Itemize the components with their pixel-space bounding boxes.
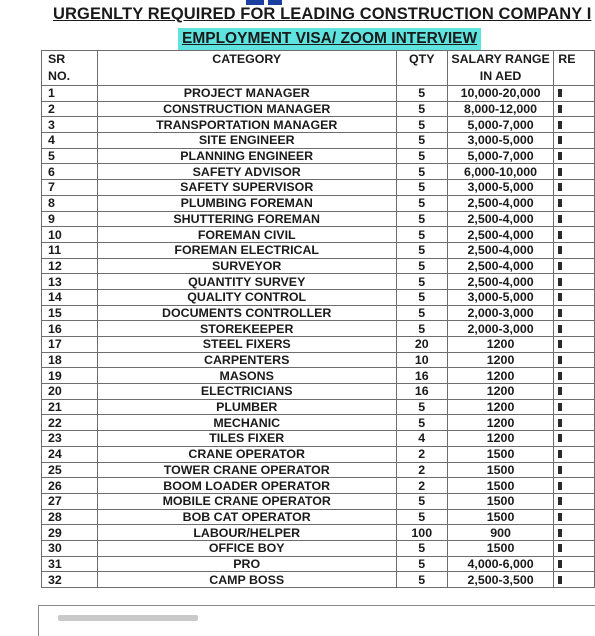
cell-qty: 5 xyxy=(396,227,447,243)
cell-sr-no: 11 xyxy=(42,242,98,258)
table-body xyxy=(42,86,595,588)
remarks-cutoff-mark xyxy=(558,576,562,584)
cell-category: TILES FIXER xyxy=(97,431,396,447)
cell-category: DOCUMENTS CONTROLLER xyxy=(97,305,396,321)
cell-sr-no: 22 xyxy=(42,415,98,431)
table-row xyxy=(42,133,595,149)
cell-sr-no: 25 xyxy=(42,462,98,478)
cell-category: BOOM LOADER OPERATOR xyxy=(97,478,396,494)
cell-category: LABOUR/HELPER xyxy=(97,525,396,541)
remarks-cutoff-mark xyxy=(558,309,562,317)
cell-salary: 2,000-3,000 xyxy=(447,305,553,321)
remarks-cutoff-mark xyxy=(558,450,562,458)
cell-sr-no: 24 xyxy=(42,446,98,462)
cell-category: ELECTRICIANS xyxy=(97,384,396,400)
cell-salary: 1500 xyxy=(447,540,553,556)
cell-remarks xyxy=(554,305,595,321)
cell-category: FOREMAN ELECTRICAL xyxy=(97,242,396,258)
cell-remarks xyxy=(554,368,595,384)
cell-qty: 5 xyxy=(396,415,447,431)
vacancy-table xyxy=(41,50,595,588)
cell-salary: 1200 xyxy=(447,399,553,415)
cell-qty: 4 xyxy=(396,431,447,447)
cell-remarks xyxy=(554,540,595,556)
cell-qty: 16 xyxy=(396,384,447,400)
cell-category: SAFETY ADVISOR xyxy=(97,164,396,180)
cell-remarks xyxy=(554,258,595,274)
cell-remarks xyxy=(554,289,595,305)
cell-category: CARPENTERS xyxy=(97,352,396,368)
remarks-cutoff-mark xyxy=(558,231,562,239)
table-row xyxy=(42,556,595,572)
cell-remarks xyxy=(554,415,595,431)
table-row xyxy=(42,368,595,384)
cell-remarks xyxy=(554,462,595,478)
cell-category: OFFICE BOY xyxy=(97,540,396,556)
remarks-cutoff-mark xyxy=(558,278,562,286)
cell-category: PLUMBER xyxy=(97,399,396,415)
cell-remarks xyxy=(554,195,595,211)
cell-sr-no: 29 xyxy=(42,525,98,541)
cell-category: BOB CAT OPERATOR xyxy=(97,509,396,525)
cell-qty: 5 xyxy=(396,493,447,509)
cell-salary: 1500 xyxy=(447,493,553,509)
header-salary-line1: SALARY RANGE xyxy=(451,52,550,66)
cell-remarks xyxy=(554,242,595,258)
table-row xyxy=(42,399,595,415)
cell-category: PLUMBING FOREMAN xyxy=(97,195,396,211)
cell-sr-no: 13 xyxy=(42,274,98,290)
table-row xyxy=(42,195,595,211)
cell-salary: 2,500-4,000 xyxy=(447,242,553,258)
table-row xyxy=(42,321,595,337)
cell-qty: 5 xyxy=(396,289,447,305)
cell-category: QUANTITY SURVEY xyxy=(97,274,396,290)
cell-salary: 4,000-6,000 xyxy=(447,556,553,572)
remarks-cutoff-mark xyxy=(558,136,562,144)
cell-qty: 5 xyxy=(396,305,447,321)
cell-salary: 2,500-4,000 xyxy=(447,227,553,243)
cell-sr-no: 32 xyxy=(42,572,98,588)
cell-remarks xyxy=(554,352,595,368)
cell-salary: 1200 xyxy=(447,337,553,353)
remarks-cutoff-mark xyxy=(558,121,562,129)
cell-sr-no: 3 xyxy=(42,117,98,133)
cell-category: SURVEYOR xyxy=(97,258,396,274)
cell-sr-no: 26 xyxy=(42,478,98,494)
cell-salary: 1500 xyxy=(447,446,553,462)
header-remarks: RE xyxy=(554,51,595,86)
cell-qty: 5 xyxy=(396,195,447,211)
table-row xyxy=(42,305,595,321)
remarks-cutoff-mark xyxy=(558,466,562,474)
cell-salary: 3,000-5,000 xyxy=(447,289,553,305)
cell-category: SAFETY SUPERVISOR xyxy=(97,180,396,196)
cell-category: QUALITY CONTROL xyxy=(97,289,396,305)
cell-remarks xyxy=(554,86,595,102)
cell-category: MASONS xyxy=(97,368,396,384)
cell-salary: 1500 xyxy=(447,509,553,525)
cell-qty: 5 xyxy=(396,509,447,525)
remarks-cutoff-mark xyxy=(558,356,562,364)
cell-sr-no: 27 xyxy=(42,493,98,509)
cell-qty: 5 xyxy=(396,274,447,290)
footer-blurred-text xyxy=(58,615,198,621)
cell-category: CONSTRUCTION MANAGER xyxy=(97,101,396,117)
cell-category: PLANNING ENGINEER xyxy=(97,148,396,164)
cell-qty: 5 xyxy=(396,180,447,196)
table-row xyxy=(42,540,595,556)
remarks-cutoff-mark xyxy=(558,497,562,505)
cell-category: MOBILE CRANE OPERATOR xyxy=(97,493,396,509)
table-row xyxy=(42,415,595,431)
table-row xyxy=(42,572,595,588)
cell-qty: 5 xyxy=(396,556,447,572)
cell-sr-no: 18 xyxy=(42,352,98,368)
cell-salary: 2,500-4,000 xyxy=(447,195,553,211)
header-qty: QTY xyxy=(396,51,447,86)
cell-qty: 2 xyxy=(396,478,447,494)
table-row xyxy=(42,164,595,180)
cell-category: MECHANIC xyxy=(97,415,396,431)
cell-qty: 2 xyxy=(396,446,447,462)
cell-sr-no: 1 xyxy=(42,86,98,102)
cell-remarks xyxy=(554,478,595,494)
remarks-cutoff-mark xyxy=(558,434,562,442)
table-row xyxy=(42,86,595,102)
cell-qty: 100 xyxy=(396,525,447,541)
cell-category: SITE ENGINEER xyxy=(97,133,396,149)
cell-remarks xyxy=(554,399,595,415)
cell-remarks xyxy=(554,572,595,588)
table-row xyxy=(42,352,595,368)
table-row xyxy=(42,274,595,290)
remarks-cutoff-mark xyxy=(558,325,562,333)
cell-remarks xyxy=(554,101,595,117)
cell-sr-no: 16 xyxy=(42,321,98,337)
cell-qty: 10 xyxy=(396,352,447,368)
table-row xyxy=(42,180,595,196)
cell-category: CRANE OPERATOR xyxy=(97,446,396,462)
cell-remarks xyxy=(554,227,595,243)
cell-remarks xyxy=(554,148,595,164)
cell-sr-no: 7 xyxy=(42,180,98,196)
cell-remarks xyxy=(554,384,595,400)
remarks-cutoff-mark xyxy=(558,387,562,395)
cell-remarks xyxy=(554,133,595,149)
remarks-cutoff-mark xyxy=(558,105,562,113)
cell-salary: 1200 xyxy=(447,384,553,400)
cell-salary: 5,000-7,000 xyxy=(447,148,553,164)
cell-category: PRO xyxy=(97,556,396,572)
cell-qty: 5 xyxy=(396,164,447,180)
cell-qty: 5 xyxy=(396,211,447,227)
cell-qty: 5 xyxy=(396,399,447,415)
table-row xyxy=(42,242,595,258)
table-row xyxy=(42,117,595,133)
remarks-cutoff-mark xyxy=(558,168,562,176)
remarks-cutoff-mark xyxy=(558,372,562,380)
table-row xyxy=(42,289,595,305)
cell-sr-no: 14 xyxy=(42,289,98,305)
document-subheading: EMPLOYMENT VISA/ ZOOM INTERVIEW xyxy=(178,28,481,50)
table-row xyxy=(42,478,595,494)
cell-remarks xyxy=(554,321,595,337)
cell-salary: 8,000-12,000 xyxy=(447,101,553,117)
cell-sr-no: 17 xyxy=(42,337,98,353)
cell-category: STEEL FIXERS xyxy=(97,337,396,353)
cell-qty: 5 xyxy=(396,148,447,164)
cell-sr-no: 31 xyxy=(42,556,98,572)
cell-remarks xyxy=(554,274,595,290)
remarks-cutoff-mark xyxy=(558,152,562,160)
cell-salary: 1200 xyxy=(447,352,553,368)
cell-remarks xyxy=(554,509,595,525)
header-sr-no xyxy=(42,51,98,86)
cell-salary: 1200 xyxy=(447,415,553,431)
remarks-cutoff-mark xyxy=(558,513,562,521)
cell-sr-no: 4 xyxy=(42,133,98,149)
remarks-cutoff-mark xyxy=(558,529,562,537)
cell-category: PROJECT MANAGER xyxy=(97,86,396,102)
cell-salary: 2,500-4,000 xyxy=(447,258,553,274)
cell-remarks xyxy=(554,556,595,572)
cell-salary: 3,000-5,000 xyxy=(447,133,553,149)
cell-remarks xyxy=(554,164,595,180)
cell-qty: 5 xyxy=(396,258,447,274)
cell-sr-no: 30 xyxy=(42,540,98,556)
cell-sr-no: 21 xyxy=(42,399,98,415)
cell-qty: 20 xyxy=(396,337,447,353)
cell-salary: 1500 xyxy=(447,478,553,494)
header-sr-line1: SR xyxy=(48,52,66,66)
remarks-cutoff-mark xyxy=(558,199,562,207)
cell-sr-no: 10 xyxy=(42,227,98,243)
cell-category: CAMP BOSS xyxy=(97,572,396,588)
cell-remarks xyxy=(554,117,595,133)
remarks-cutoff-mark xyxy=(558,89,562,97)
cell-sr-no: 8 xyxy=(42,195,98,211)
remarks-cutoff-mark xyxy=(558,262,562,270)
cell-category: FOREMAN CIVIL xyxy=(97,227,396,243)
cell-salary: 1200 xyxy=(447,431,553,447)
cell-salary: 2,500-4,000 xyxy=(447,274,553,290)
cell-sr-no: 28 xyxy=(42,509,98,525)
table-header-row xyxy=(42,51,595,86)
cell-category: STOREKEEPER xyxy=(97,321,396,337)
document-heading: URGENLTY REQUIRED FOR LEADING CONSTRUCTION COMPANY I xyxy=(53,5,592,23)
table-row xyxy=(42,446,595,462)
cell-category: SHUTTERING FOREMAN xyxy=(97,211,396,227)
cell-sr-no: 20 xyxy=(42,384,98,400)
cell-remarks xyxy=(554,525,595,541)
table-row xyxy=(42,337,595,353)
cell-salary: 1500 xyxy=(447,462,553,478)
cell-remarks xyxy=(554,446,595,462)
table-row xyxy=(42,148,595,164)
remarks-cutoff-mark xyxy=(558,544,562,552)
cell-salary: 2,000-3,000 xyxy=(447,321,553,337)
table-row xyxy=(42,431,595,447)
remarks-cutoff-mark xyxy=(558,183,562,191)
remarks-cutoff-mark xyxy=(558,482,562,490)
cell-qty: 5 xyxy=(396,86,447,102)
cell-sr-no: 9 xyxy=(42,211,98,227)
cell-category: TOWER CRANE OPERATOR xyxy=(97,462,396,478)
cell-salary: 10,000-20,000 xyxy=(447,86,553,102)
table-row xyxy=(42,493,595,509)
header-category: CATEGORY xyxy=(97,51,396,86)
remarks-cutoff-mark xyxy=(558,215,562,223)
header-salary-line2: IN AED xyxy=(479,69,522,83)
cell-salary: 2,500-4,000 xyxy=(447,211,553,227)
cell-remarks xyxy=(554,180,595,196)
table-row xyxy=(42,211,595,227)
cell-salary: 900 xyxy=(447,525,553,541)
cell-sr-no: 19 xyxy=(42,368,98,384)
cell-category: TRANSPORTATION MANAGER xyxy=(97,117,396,133)
cell-qty: 2 xyxy=(396,462,447,478)
remarks-cutoff-mark xyxy=(558,419,562,427)
cell-qty: 5 xyxy=(396,117,447,133)
cell-remarks xyxy=(554,211,595,227)
cell-sr-no: 2 xyxy=(42,101,98,117)
table-row xyxy=(42,227,595,243)
header-salary xyxy=(447,51,553,86)
cell-salary: 3,000-5,000 xyxy=(447,180,553,196)
cell-qty: 5 xyxy=(396,101,447,117)
remarks-cutoff-mark xyxy=(558,403,562,411)
table-row xyxy=(42,101,595,117)
cell-remarks xyxy=(554,493,595,509)
table-row xyxy=(42,384,595,400)
table-row xyxy=(42,258,595,274)
table-row xyxy=(42,509,595,525)
cell-qty: 5 xyxy=(396,133,447,149)
cell-qty: 5 xyxy=(396,540,447,556)
remarks-cutoff-mark xyxy=(558,560,562,568)
cell-remarks xyxy=(554,337,595,353)
cell-salary: 5,000-7,000 xyxy=(447,117,553,133)
remarks-cutoff-mark xyxy=(558,246,562,254)
cell-sr-no: 5 xyxy=(42,148,98,164)
cell-remarks xyxy=(554,431,595,447)
cell-sr-no: 6 xyxy=(42,164,98,180)
remarks-cutoff-mark xyxy=(558,340,562,348)
cell-salary: 6,000-10,000 xyxy=(447,164,553,180)
cell-qty: 16 xyxy=(396,368,447,384)
cell-qty: 5 xyxy=(396,242,447,258)
table-row xyxy=(42,462,595,478)
cell-qty: 5 xyxy=(396,572,447,588)
header-sr-line2: NO. xyxy=(48,69,71,83)
cell-qty: 5 xyxy=(396,321,447,337)
table-row xyxy=(42,525,595,541)
cell-sr-no: 12 xyxy=(42,258,98,274)
cell-salary: 2,500-3,500 xyxy=(447,572,553,588)
cell-sr-no: 15 xyxy=(42,305,98,321)
cell-salary: 1200 xyxy=(447,368,553,384)
remarks-cutoff-mark xyxy=(558,293,562,301)
cell-sr-no: 23 xyxy=(42,431,98,447)
